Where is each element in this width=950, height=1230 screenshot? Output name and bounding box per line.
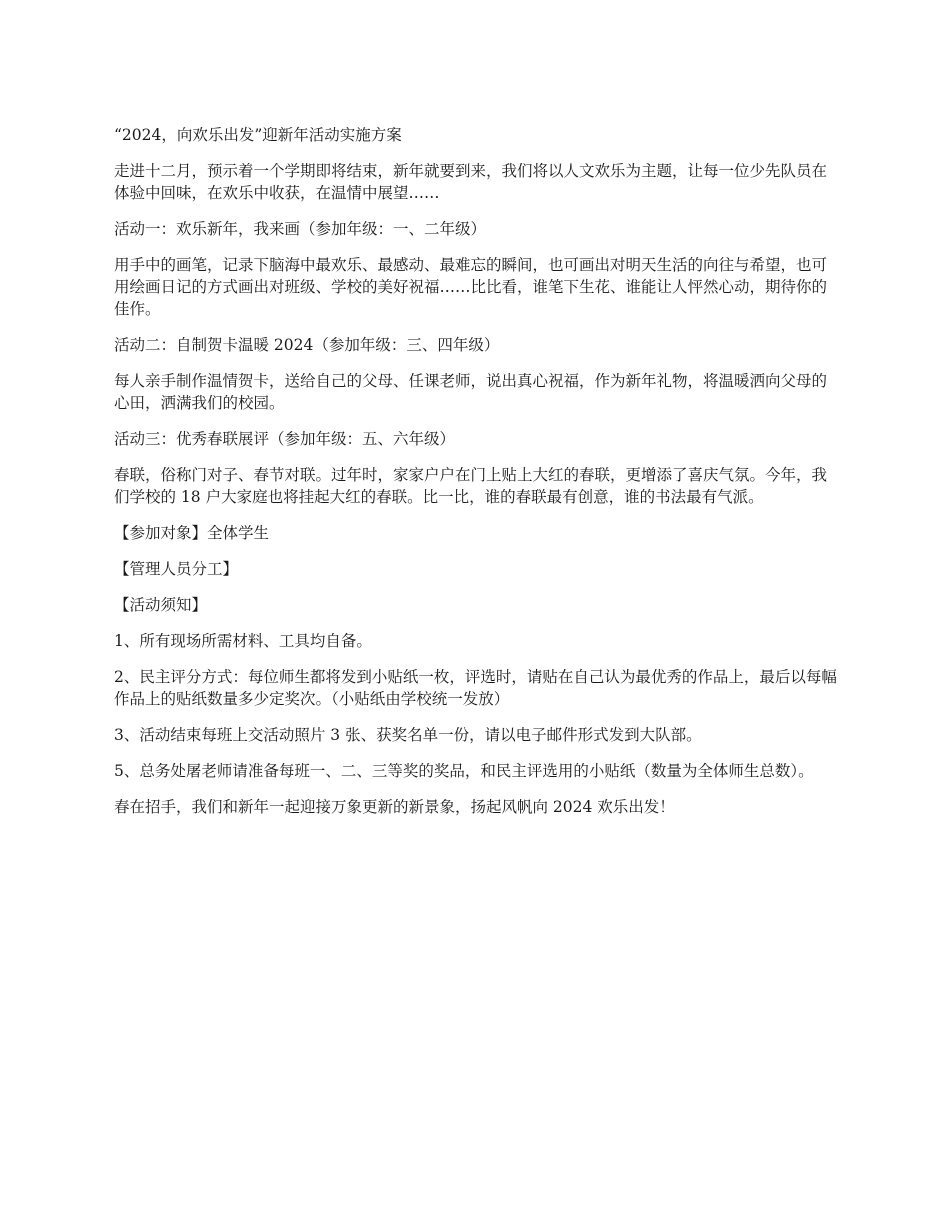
activity-3-body: 春联，俗称门对子、春节对联。过年时，家家户户在门上贴上大红的春联，更增添了喜庆气氛。今年，我们学校的 18 户大家庭也将挂起大红的春联。比一比，谁的春联最有创意，谁的书法最有气派。 [114, 466, 828, 506]
activity-1-body: 用手中的画笔，记录下脑海中最欢乐、最感动、最难忘的瞬间，也可画出对明天生活的向往与希望，也可用绘画日记的方式画出对班级、学校的美好祝福……比比看，谁笔下生花、谁能让人怦然心动，期待你的佳作。 [114, 256, 828, 318]
notice-item-3: 3、活动结束每班上交活动照片 3 张、获奖名单一份，请以电子邮件形式发到大队部。 [114, 726, 702, 744]
activity-3-heading: 活动三：优秀春联展评（参加年级：五、六年级） [114, 430, 456, 448]
closing-paragraph: 春在招手，我们和新年一起迎接万象更新的新景象，扬起风帆向 2024 欢乐出发！ [114, 798, 675, 816]
activity-1-heading: 活动一：欢乐新年，我来画（参加年级：一、二年级） [114, 220, 487, 238]
intro-paragraph: 走进十二月，预示着一个学期即将结束，新年就要到来，我们将以人文欢乐为主题，让每一位少先队员在体验中回味，在欢乐中收获，在温情中展望…… [114, 162, 828, 202]
notice-item-5: 5、总务处屠老师请准备每班一、二、三等奖的奖品，和民主评选用的小贴纸（数量为全体师生总数）。 [114, 762, 814, 780]
staff-line: 【管理人员分工】 [114, 560, 239, 578]
activity-2-body: 每人亲手制作温情贺卡，送给自己的父母、任课老师，说出真心祝福，作为新年礼物，将温暖洒向父母的心田，洒满我们的校园。 [114, 372, 828, 412]
activity-2-heading: 活动二：自制贺卡温暖 2024（参加年级：三、四年级） [114, 336, 500, 354]
notice-heading: 【活动须知】 [114, 596, 208, 614]
notice-item-1: 1、所有现场所需材料、工具均自备。 [114, 632, 372, 650]
participants-line: 【参加对象】全体学生 [114, 524, 270, 542]
document-page [114, 124, 842, 832]
document-title: “2024，向欢乐出发”迎新年活动实施方案 [114, 126, 402, 144]
notice-item-2: 2、民主评分方式：每位师生都将发到小贴纸一枚，评选时，请贴在自己认为最优秀的作品上，最后以每幅作品上的贴纸数量多少定奖次。（小贴纸由学校统一发放） [114, 668, 837, 708]
